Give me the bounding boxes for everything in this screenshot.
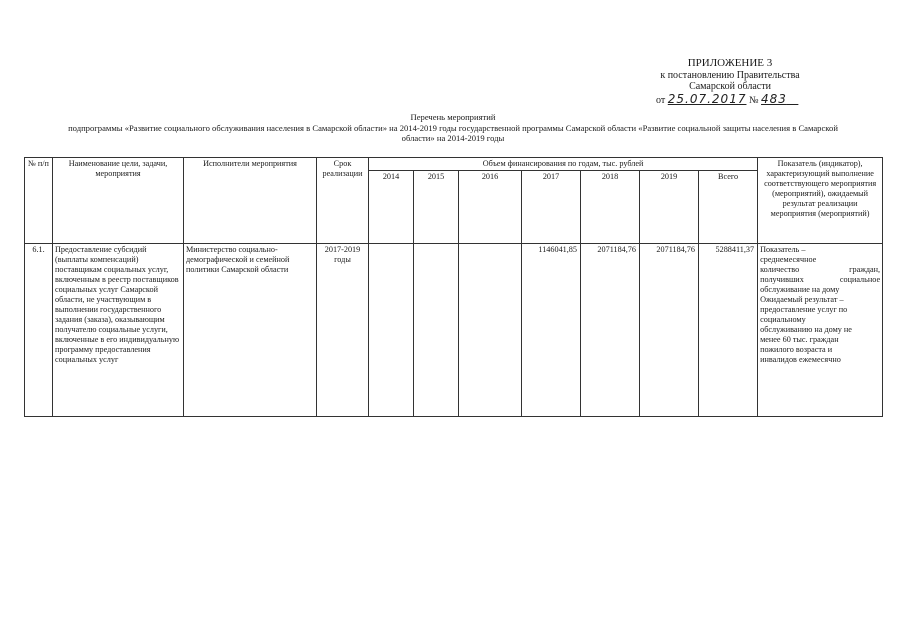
header-year: 2015 bbox=[414, 171, 459, 244]
header-financing: Объем финансирования по годам, тыс. рублей bbox=[369, 158, 758, 171]
cell-value-2018: 2071184,76 bbox=[581, 244, 640, 417]
number-sign: № bbox=[748, 94, 759, 106]
cell-name: Предоставление субсидий (выплаты компенсаций) поставщикам социальных услуг, включенным в реестр поставщиков социальных услуг Самарской области, не участвующим в выполнении государственного задания (заказа), оказывающим получателю социальные услуги, включенные в его индивидуальную программу предоставления социальных услуг bbox=[53, 244, 184, 417]
date-prefix: от bbox=[656, 94, 666, 106]
header-executors: Исполнители мероприятия bbox=[184, 158, 317, 244]
header-year: 2014 bbox=[369, 171, 414, 244]
table-row bbox=[25, 244, 883, 417]
document-title-line-3: области» на 2014-2019 годы bbox=[401, 133, 505, 143]
header-name: Наименование цели, задачи, мероприятия bbox=[53, 158, 184, 244]
cell-value-2016 bbox=[459, 244, 522, 417]
cell-value-total: 5288411,37 bbox=[699, 244, 758, 417]
handwritten-number: 483 bbox=[761, 91, 787, 106]
cell-value-2014 bbox=[369, 244, 414, 417]
indicator-line: менее 60 тыс. граждан bbox=[760, 335, 839, 344]
document-title-line-1: Перечень мероприятий bbox=[410, 112, 496, 122]
header-year: 2016 bbox=[459, 171, 522, 244]
indicator-line: получивших социальное bbox=[760, 275, 881, 284]
indicator-line: Ожидаемый результат – bbox=[760, 295, 844, 304]
indicator-line: Показатель – bbox=[760, 245, 806, 254]
cell-value-2017: 1146041,85 bbox=[522, 244, 581, 417]
indicator-line: количество граждан, bbox=[760, 265, 881, 274]
handwritten-date: 25.07.2017 bbox=[667, 91, 747, 106]
measures-table bbox=[24, 157, 883, 417]
indicator-line: среднемесячное bbox=[760, 255, 817, 264]
cell-num: 6.1. bbox=[25, 244, 53, 417]
document-title bbox=[24, 112, 882, 144]
cell-value-2015 bbox=[414, 244, 459, 417]
table-header-row bbox=[25, 158, 883, 171]
indicator-line: социальному bbox=[760, 315, 806, 324]
header-year: 2017 bbox=[522, 171, 581, 244]
header-year: 2018 bbox=[581, 171, 640, 244]
indicator-line: инвалидов ежемесячно bbox=[760, 355, 841, 364]
appendix-line-2: Самарской области bbox=[689, 81, 771, 92]
appendix-header bbox=[600, 58, 860, 106]
indicator-line: предоставление услуг по bbox=[760, 305, 848, 314]
header-period: Срок реализации bbox=[317, 158, 369, 244]
appendix-title: ПРИЛОЖЕНИЕ 3 bbox=[687, 57, 773, 69]
cell-value-2019: 2071184,76 bbox=[640, 244, 699, 417]
header-indicator: Показатель (индикатор), характеризующий выполнение соответствующего мероприятия (мероприятий), ожидаемый результат реализации мероприятия (мероприятий) bbox=[758, 158, 883, 244]
appendix-date-line bbox=[600, 91, 860, 107]
header-total: Всего bbox=[699, 171, 758, 244]
cell-indicator bbox=[758, 244, 883, 417]
cell-executor: Министерство социально-демографической и семейной политики Самарской области bbox=[184, 244, 317, 417]
document-title-line-2: подпрограммы «Развитие социального обслуживания населения в Самарской области» на 2014-2019 годы государственной программы Самарской области «Развитие социальной защиты населения в Самарской bbox=[68, 122, 838, 133]
indicator-line: обслуживанию на дому не bbox=[760, 325, 852, 334]
cell-period: 2017-2019 годы bbox=[317, 244, 369, 417]
appendix-line-1: к постановлению Правительства bbox=[660, 69, 800, 81]
header-num: № п/п bbox=[25, 158, 53, 244]
indicator-line: обслуживание на дому bbox=[760, 285, 840, 294]
header-year: 2019 bbox=[640, 171, 699, 244]
indicator-line: пожилого возраста и bbox=[760, 345, 833, 354]
